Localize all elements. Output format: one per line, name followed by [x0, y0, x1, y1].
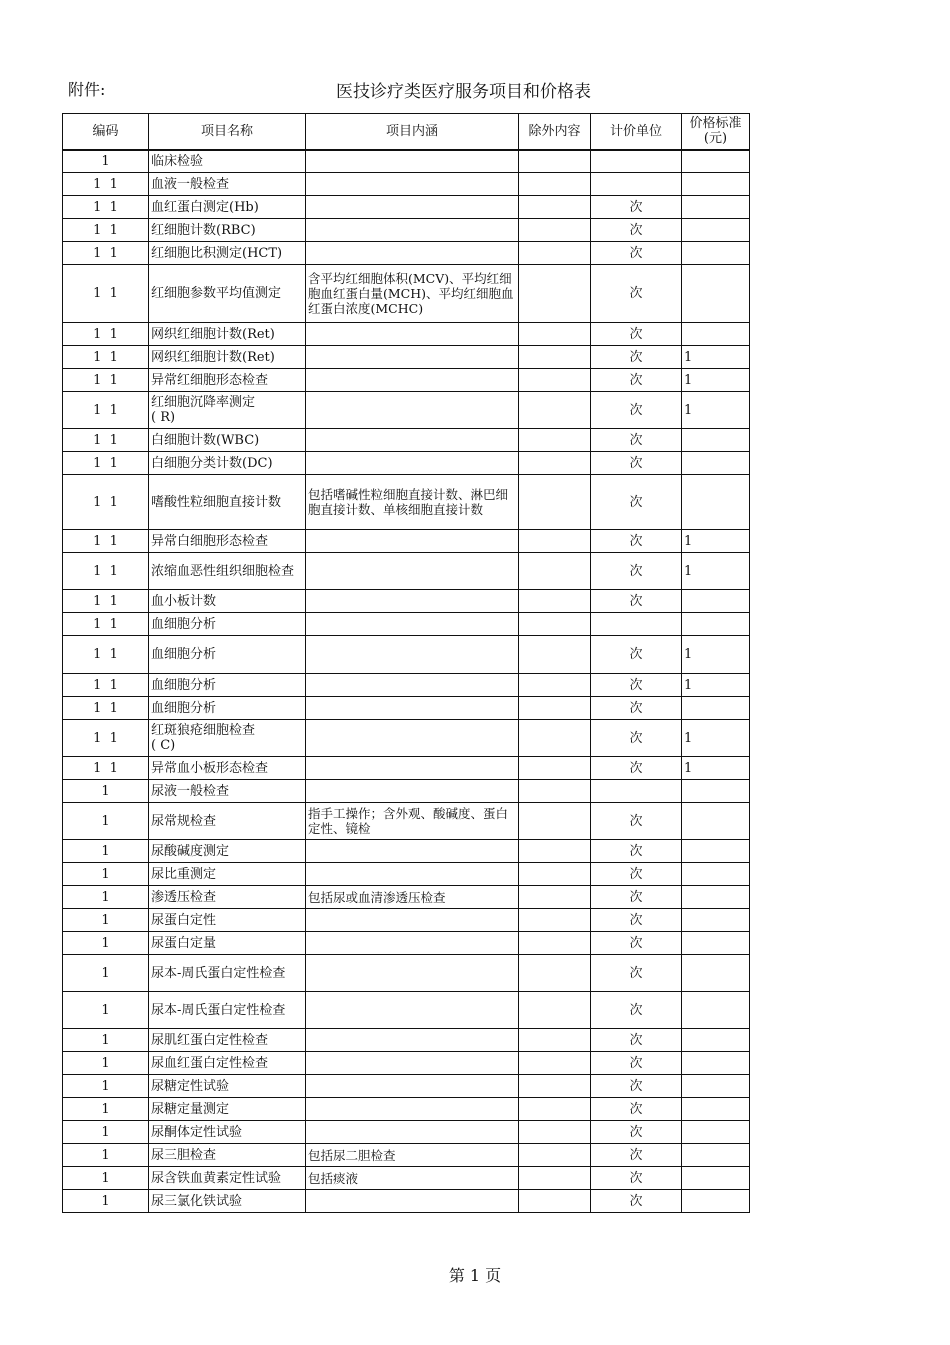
unit-cell: 次: [591, 553, 682, 590]
item-content-cell: [306, 613, 519, 636]
unit-cell: 次: [591, 219, 682, 242]
item-name-cell: 尿糖定性试验: [149, 1075, 306, 1098]
table-row: [63, 803, 750, 840]
item-name-cell: 渗透压检查: [149, 886, 306, 909]
item-content-cell: [306, 636, 519, 674]
price-cell: [682, 242, 750, 265]
item-content-cell: 包括痰液: [306, 1167, 519, 1190]
item-content-cell: [306, 173, 519, 196]
exclude-cell: [519, 219, 591, 242]
code-cell: 1: [63, 909, 149, 932]
code-cell: 1 1: [63, 196, 149, 219]
table-row: [63, 1144, 750, 1167]
item-content-cell: [306, 1190, 519, 1213]
unit-cell: 次: [591, 265, 682, 323]
table-row: [63, 909, 750, 932]
table-row: [63, 1052, 750, 1075]
item-name-cell: 嗜酸性粒细胞直接计数: [149, 475, 306, 530]
item-content-cell: [306, 780, 519, 803]
item-content-cell: [306, 1029, 519, 1052]
item-name-cell: 尿三氯化铁试验: [149, 1190, 306, 1213]
item-name-cell: 网织红细胞计数(Ret): [149, 323, 306, 346]
item-name-cell: 尿酸碱度测定: [149, 840, 306, 863]
code-cell: 1: [63, 1075, 149, 1098]
code-cell: 1: [63, 1167, 149, 1190]
unit-cell: 次: [591, 452, 682, 475]
table-row: [63, 196, 750, 219]
exclude-cell: [519, 475, 591, 530]
item-name-cell: 红细胞沉降率测定 ( R): [149, 392, 306, 429]
exclude-cell: [519, 932, 591, 955]
item-name-cell: 浓缩血恶性组织细胞检查: [149, 553, 306, 590]
table-row: [63, 265, 750, 323]
unit-cell: 次: [591, 1098, 682, 1121]
code-cell: 1 1: [63, 429, 149, 452]
price-cell: [682, 150, 750, 173]
item-content-cell: [306, 697, 519, 720]
exclude-cell: [519, 803, 591, 840]
item-name-cell: 白细胞计数(WBC): [149, 429, 306, 452]
item-content-cell: [306, 553, 519, 590]
code-cell: 1 1: [63, 173, 149, 196]
code-cell: 1 1: [63, 590, 149, 613]
code-cell: 1 1: [63, 242, 149, 265]
exclude-cell: [519, 196, 591, 219]
price-cell: 1: [682, 530, 750, 553]
code-cell: 1 1: [63, 757, 149, 780]
table-row: [63, 242, 750, 265]
item-content-cell: [306, 429, 519, 452]
item-name-cell: 尿三胆检查: [149, 1144, 306, 1167]
item-content-cell: [306, 530, 519, 553]
item-content-cell: [306, 992, 519, 1029]
table-row: [63, 475, 750, 530]
item-content-cell: [306, 955, 519, 992]
item-name-cell: 尿含铁血黄素定性试验: [149, 1167, 306, 1190]
exclude-cell: [519, 955, 591, 992]
price-cell: [682, 1098, 750, 1121]
unit-cell: [591, 780, 682, 803]
table-row: [63, 369, 750, 392]
item-name-cell: 尿液一般检查: [149, 780, 306, 803]
price-cell: [682, 1190, 750, 1213]
price-cell: [682, 886, 750, 909]
item-content-cell: [306, 242, 519, 265]
table-row: [63, 1190, 750, 1213]
code-cell: 1 1: [63, 720, 149, 757]
price-cell: 1: [682, 553, 750, 590]
exclude-cell: [519, 452, 591, 475]
code-cell: 1: [63, 780, 149, 803]
unit-cell: 次: [591, 863, 682, 886]
price-cell: [682, 955, 750, 992]
table-row: [63, 530, 750, 553]
item-content-cell: [306, 674, 519, 697]
item-name-cell: 尿蛋白定性: [149, 909, 306, 932]
item-name-cell: 尿肌红蛋白定性检查: [149, 1029, 306, 1052]
exclude-cell: [519, 613, 591, 636]
column-header-content: 项目内涵: [306, 114, 519, 150]
code-cell: 1: [63, 1098, 149, 1121]
price-cell: [682, 992, 750, 1029]
exclude-cell: [519, 840, 591, 863]
unit-cell: 次: [591, 242, 682, 265]
exclude-cell: [519, 863, 591, 886]
unit-cell: 次: [591, 697, 682, 720]
table-row: [63, 452, 750, 475]
unit-cell: 次: [591, 803, 682, 840]
code-cell: 1: [63, 932, 149, 955]
item-name-cell: 红细胞计数(RBC): [149, 219, 306, 242]
exclude-cell: [519, 392, 591, 429]
item-content-cell: [306, 392, 519, 429]
item-content-cell: 指手工操作；含外观、酸碱度、蛋白定性、镜检: [306, 803, 519, 840]
item-content-cell: 包括嗜碱性粒细胞直接计数、淋巴细胞直接计数、单核细胞直接计数: [306, 475, 519, 530]
price-cell: [682, 1052, 750, 1075]
price-table: [62, 113, 750, 1213]
code-cell: 1: [63, 1029, 149, 1052]
code-cell: 1 1: [63, 346, 149, 369]
table-row: [63, 1121, 750, 1144]
item-name-cell: 血液一般检查: [149, 173, 306, 196]
exclude-cell: [519, 173, 591, 196]
column-header-code: 编码: [63, 114, 149, 150]
code-cell: 1: [63, 992, 149, 1029]
unit-cell: 次: [591, 955, 682, 992]
table-row: [63, 757, 750, 780]
code-cell: 1 1: [63, 369, 149, 392]
table-row: [63, 429, 750, 452]
item-content-cell: [306, 452, 519, 475]
unit-cell: [591, 173, 682, 196]
code-cell: 1: [63, 886, 149, 909]
code-cell: 1 1: [63, 392, 149, 429]
item-name-cell: 临床检验: [149, 150, 306, 173]
item-name-cell: 尿血红蛋白定性检查: [149, 1052, 306, 1075]
item-content-cell: [306, 1098, 519, 1121]
price-cell: 1: [682, 720, 750, 757]
exclude-cell: [519, 346, 591, 369]
code-cell: 1: [63, 803, 149, 840]
item-content-cell: [306, 196, 519, 219]
price-cell: 1: [682, 674, 750, 697]
item-content-cell: 包括尿或血清渗透压检查: [306, 886, 519, 909]
table-row: [63, 863, 750, 886]
unit-cell: 次: [591, 720, 682, 757]
code-cell: 1: [63, 150, 149, 173]
unit-cell: 次: [591, 392, 682, 429]
table-row: [63, 590, 750, 613]
item-content-cell: [306, 909, 519, 932]
price-cell: [682, 196, 750, 219]
item-name-cell: 异常白细胞形态检查: [149, 530, 306, 553]
exclude-cell: [519, 429, 591, 452]
item-content-cell: [306, 369, 519, 392]
table-body: [63, 150, 750, 1213]
exclude-cell: [519, 697, 591, 720]
unit-cell: 次: [591, 1029, 682, 1052]
price-cell: [682, 909, 750, 932]
table-row: [63, 346, 750, 369]
exclude-cell: [519, 150, 591, 173]
item-name-cell: 尿本-周氏蛋白定性检查: [149, 955, 306, 992]
table-row: [63, 1167, 750, 1190]
item-content-cell: [306, 346, 519, 369]
unit-cell: 次: [591, 346, 682, 369]
price-cell: 1: [682, 636, 750, 674]
table-row: [63, 992, 750, 1029]
item-name-cell: 尿蛋白定量: [149, 932, 306, 955]
unit-cell: 次: [591, 992, 682, 1029]
price-cell: [682, 452, 750, 475]
item-name-cell: 白细胞分类计数(DC): [149, 452, 306, 475]
item-content-cell: [306, 863, 519, 886]
item-content-cell: [306, 1121, 519, 1144]
code-cell: 1 1: [63, 475, 149, 530]
unit-cell: 次: [591, 1144, 682, 1167]
price-cell: 1: [682, 757, 750, 780]
exclude-cell: [519, 780, 591, 803]
item-content-cell: [306, 323, 519, 346]
item-name-cell: 尿比重测定: [149, 863, 306, 886]
exclude-cell: [519, 636, 591, 674]
table-row: [63, 173, 750, 196]
exclude-cell: [519, 265, 591, 323]
exclude-cell: [519, 242, 591, 265]
item-name-cell: 血细胞分析: [149, 636, 306, 674]
unit-cell: [591, 613, 682, 636]
item-name-cell: 异常血小板形态检查: [149, 757, 306, 780]
unit-cell: 次: [591, 909, 682, 932]
exclude-cell: [519, 886, 591, 909]
price-cell: [682, 265, 750, 323]
code-cell: 1: [63, 1052, 149, 1075]
code-cell: 1 1: [63, 553, 149, 590]
unit-cell: 次: [591, 636, 682, 674]
price-cell: [682, 1167, 750, 1190]
item-name-cell: 网织红细胞计数(Ret): [149, 346, 306, 369]
unit-cell: 次: [591, 886, 682, 909]
unit-cell: 次: [591, 1052, 682, 1075]
table-row: [63, 1075, 750, 1098]
table-row: [63, 392, 750, 429]
table-row: [63, 219, 750, 242]
item-name-cell: 血细胞分析: [149, 674, 306, 697]
code-cell: 1 1: [63, 452, 149, 475]
price-cell: [682, 863, 750, 886]
item-name-cell: 尿糖定量测定: [149, 1098, 306, 1121]
item-name-cell: 尿酮体定性试验: [149, 1121, 306, 1144]
code-cell: 1: [63, 955, 149, 992]
unit-cell: 次: [591, 1167, 682, 1190]
unit-cell: 次: [591, 530, 682, 553]
exclude-cell: [519, 590, 591, 613]
unit-cell: 次: [591, 1190, 682, 1213]
price-cell: [682, 1144, 750, 1167]
unit-cell: 次: [591, 757, 682, 780]
price-cell: [682, 932, 750, 955]
price-cell: [682, 613, 750, 636]
unit-cell: 次: [591, 429, 682, 452]
code-cell: 1 1: [63, 265, 149, 323]
item-content-cell: [306, 757, 519, 780]
price-cell: 1: [682, 392, 750, 429]
price-cell: [682, 803, 750, 840]
table-row: [63, 1029, 750, 1052]
item-name-cell: 红斑狼疮细胞检查 ( C): [149, 720, 306, 757]
item-content-cell: [306, 840, 519, 863]
code-cell: 1 1: [63, 697, 149, 720]
exclude-cell: [519, 1121, 591, 1144]
attachment-label: 附件:: [68, 80, 106, 99]
item-name-cell: 尿常规检查: [149, 803, 306, 840]
price-cell: [682, 840, 750, 863]
code-cell: 1 1: [63, 323, 149, 346]
code-cell: 1 1: [63, 636, 149, 674]
unit-cell: 次: [591, 1121, 682, 1144]
unit-cell: [591, 150, 682, 173]
item-content-cell: [306, 1052, 519, 1075]
table-row: [63, 886, 750, 909]
column-header-exclude: 除外内容: [519, 114, 591, 150]
exclude-cell: [519, 1190, 591, 1213]
price-cell: [682, 780, 750, 803]
code-cell: 1: [63, 1121, 149, 1144]
price-cell: [682, 1121, 750, 1144]
item-name-cell: 尿本-周氏蛋白定性检查: [149, 992, 306, 1029]
price-cell: [682, 173, 750, 196]
price-cell: [682, 590, 750, 613]
unit-cell: 次: [591, 475, 682, 530]
price-cell: [682, 697, 750, 720]
item-name-cell: 血细胞分析: [149, 613, 306, 636]
unit-cell: 次: [591, 196, 682, 219]
code-cell: 1 1: [63, 219, 149, 242]
exclude-cell: [519, 1167, 591, 1190]
table-header-row: [63, 114, 750, 150]
exclude-cell: [519, 1098, 591, 1121]
table-row: [63, 840, 750, 863]
exclude-cell: [519, 1029, 591, 1052]
item-name-cell: 红细胞比积测定(HCT): [149, 242, 306, 265]
exclude-cell: [519, 369, 591, 392]
exclude-cell: [519, 1052, 591, 1075]
table-row: [63, 150, 750, 173]
page-title: 医技诊疗类医疗服务项目和价格表: [336, 82, 591, 102]
item-name-cell: 红细胞参数平均值测定: [149, 265, 306, 323]
item-content-cell: 含平均红细胞体积(MCV)、平均红细胞血红蛋白量(MCH)、平均红细胞血红蛋白浓度(MCHC): [306, 265, 519, 323]
exclude-cell: [519, 674, 591, 697]
code-cell: 1 1: [63, 674, 149, 697]
exclude-cell: [519, 720, 591, 757]
page-number: 第 1 页: [448, 1266, 502, 1285]
item-name-cell: 血细胞分析: [149, 697, 306, 720]
item-content-cell: [306, 1075, 519, 1098]
unit-cell: 次: [591, 323, 682, 346]
price-cell: 1: [682, 369, 750, 392]
price-cell: [682, 429, 750, 452]
price-cell: [682, 1075, 750, 1098]
table-row: [63, 955, 750, 992]
exclude-cell: [519, 1144, 591, 1167]
code-cell: 1 1: [63, 613, 149, 636]
column-header-unit: 计价单位: [591, 114, 682, 150]
table-row: [63, 674, 750, 697]
table-row: [63, 932, 750, 955]
item-content-cell: [306, 720, 519, 757]
unit-cell: 次: [591, 1075, 682, 1098]
item-content-cell: [306, 932, 519, 955]
code-cell: 1: [63, 1190, 149, 1213]
table-row: [63, 780, 750, 803]
code-cell: 1: [63, 1144, 149, 1167]
exclude-cell: [519, 530, 591, 553]
table-row: [63, 720, 750, 757]
code-cell: 1: [63, 863, 149, 886]
code-cell: 1 1: [63, 530, 149, 553]
table-row: [63, 636, 750, 674]
item-content-cell: [306, 219, 519, 242]
item-name-cell: 血小板计数: [149, 590, 306, 613]
code-cell: 1: [63, 840, 149, 863]
item-content-cell: [306, 590, 519, 613]
item-name-cell: 血红蛋白测定(Hb): [149, 196, 306, 219]
unit-cell: 次: [591, 590, 682, 613]
table-row: [63, 697, 750, 720]
unit-cell: 次: [591, 674, 682, 697]
price-cell: [682, 1029, 750, 1052]
exclude-cell: [519, 992, 591, 1029]
item-content-cell: 包括尿二胆检查: [306, 1144, 519, 1167]
item-name-cell: 异常红细胞形态检查: [149, 369, 306, 392]
unit-cell: 次: [591, 840, 682, 863]
table-row: [63, 553, 750, 590]
price-cell: [682, 323, 750, 346]
price-cell: [682, 219, 750, 242]
unit-cell: 次: [591, 369, 682, 392]
price-cell: [682, 475, 750, 530]
item-content-cell: [306, 150, 519, 173]
exclude-cell: [519, 553, 591, 590]
table-row: [63, 323, 750, 346]
table-row: [63, 1098, 750, 1121]
table-row: [63, 613, 750, 636]
unit-cell: 次: [591, 932, 682, 955]
column-header-name: 项目名称: [149, 114, 306, 150]
exclude-cell: [519, 757, 591, 780]
exclude-cell: [519, 1075, 591, 1098]
price-cell: 1: [682, 346, 750, 369]
column-header-price: 价格标准 (元): [682, 114, 750, 150]
exclude-cell: [519, 909, 591, 932]
exclude-cell: [519, 323, 591, 346]
